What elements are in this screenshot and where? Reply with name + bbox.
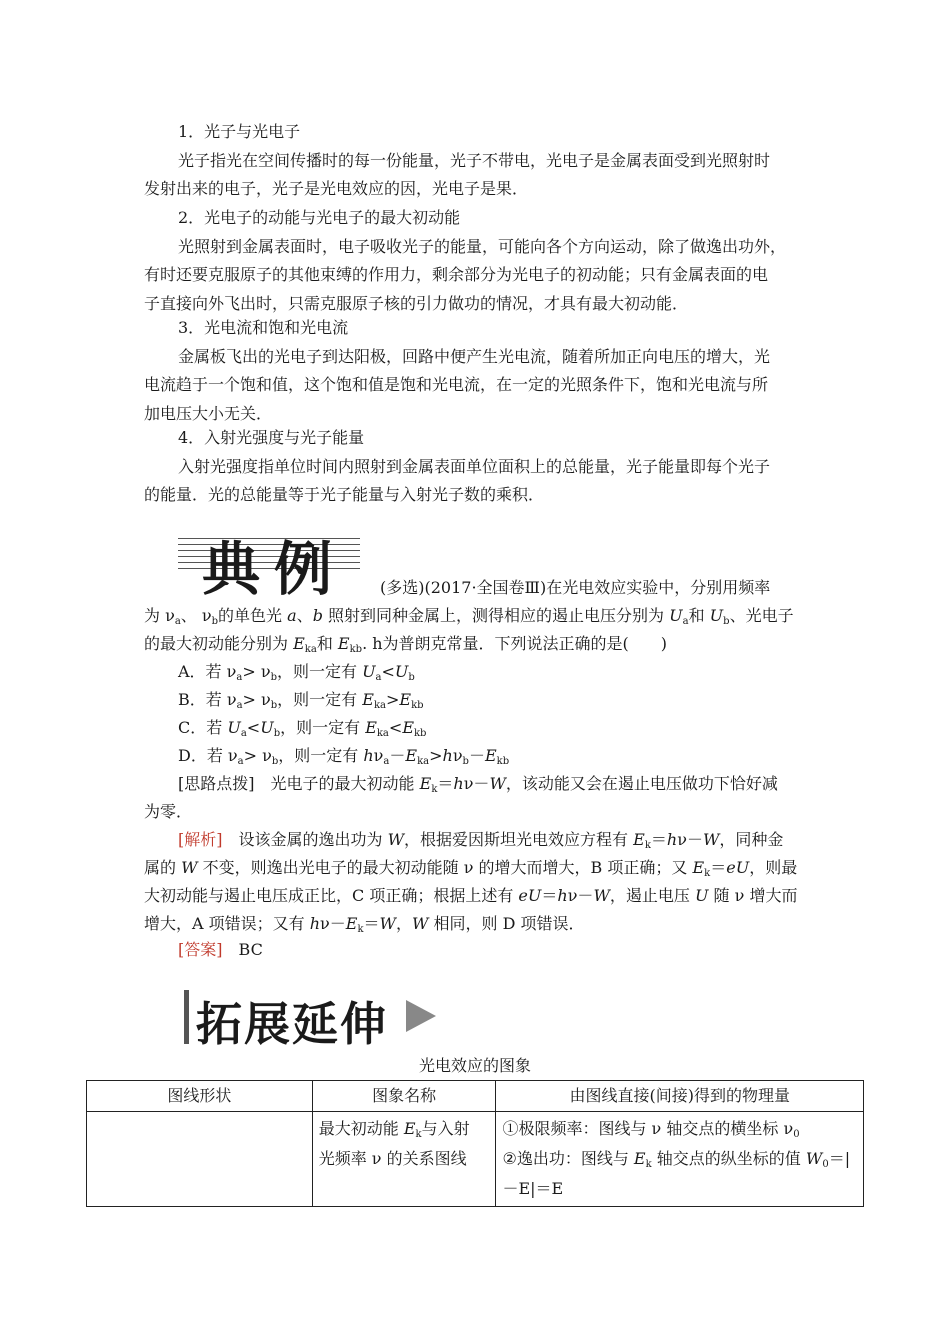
badge-text: 典例 — [202, 535, 347, 603]
table-header-row — [87, 1081, 864, 1112]
analysis-line: 大初动能与遏止电压成正比，C 项正确；根据上述有 eU＝hν－W，遏止电压 U 随 ν 增大而 — [144, 886, 798, 905]
paragraph: 光子指光在空间传播时的每一份能量，光子不带电，光电子是金属表面受到光照射时 — [178, 151, 771, 170]
paragraph: 子直接向外飞出时，只需克服原子核的引力做功的情况，才具有最大初动能． — [144, 294, 689, 313]
option-d[interactable]: D．若 $\nu_a> \nu_b$，则一定有 $h\nu_a-E_{ka}>h\nu_b-E_{kb}$ — [178, 746, 510, 767]
table-title: 光电效应的图象 — [418, 1056, 531, 1075]
tip-tail: 为零． — [144, 802, 193, 821]
paragraph: 有时还要克服原子的其他束缚的作用力，剩余部分为光电子的初动能；只有金属表面的电 — [144, 265, 769, 284]
header-name: 图象名称 — [312, 1081, 496, 1112]
question-line: 为 $\nu_a$、 $\nu_b$的单色光 a、b 照射到同种金属上，测得相应的遏止电压分别为 $U_a$和 $U_b$、光电子 — [144, 606, 794, 627]
heading-photon: 1．光子与光电子 — [178, 122, 301, 141]
tip-line: [思路点拨] 光电子的最大初动能 $E_k=h\nu-W$，该动能又会在遏止电压做功下恰好减 — [178, 774, 778, 795]
analysis-line: 属的 W 不变，则逸出光电子的最大初动能随 ν 的增大而增大，B 项正确；又 $E_k=eU$，则最 — [144, 858, 798, 879]
cell-name: 最大初动能 $E_k$与入射 光频率 ν 的关系图线 — [312, 1112, 496, 1207]
heading-kinetic: 2．光电子的动能与光电子的最大初动能 — [178, 208, 461, 227]
option-a[interactable]: A．若 $\nu_a> \nu_b$，则一定有 $U_a<U_b$ — [178, 662, 415, 683]
answer-value: BC — [238, 940, 263, 959]
example-badge — [178, 526, 360, 603]
analysis-line: 增大，A 项错误；又有 $h\nu-E_k=W$，W 相同，则 D 项错误． — [144, 914, 585, 935]
header-shape: 图线形状 — [87, 1081, 313, 1112]
paragraph: 电流趋于一个饱和值，这个饱和值是饱和光电流，在一定的光照条件下，饱和光电流与所 — [144, 375, 769, 394]
cell-shape — [87, 1112, 313, 1207]
banner-text: 拓展延伸 — [196, 997, 388, 1051]
option-c[interactable]: C．若 $U_a<U_b$，则一定有 $E_{ka}<E_{kb}$ — [178, 718, 427, 739]
heading-current: 3．光电流和饱和光电流 — [178, 318, 349, 337]
paragraph: 加电压大小无关． — [144, 404, 273, 423]
header-quantity: 由图线直接(间接)得到的物理量 — [496, 1081, 864, 1112]
analysis-line: [解析] 设该金属的逸出功为 W，根据爱因斯坦光电效应方程有 $E_k=h\nu-W$，同种金 — [178, 830, 784, 851]
graph-table — [86, 1080, 864, 1207]
paragraph: 光照射到金属表面时，电子吸收光子的能量，可能向各个方向运动，除了做逸出功外， — [178, 237, 787, 256]
paragraph: 的能量．光的总能量等于光子能量与入射光子数的乘积． — [144, 485, 545, 504]
table-row — [87, 1112, 864, 1207]
cell-quantity: ①极限频率：图线与 ν 轴交点的横坐标 $\nu_0$ ②逸出功：图线与 $E_k$ 轴交点的纵坐标的值 $W_0=|$ －E|＝E — [496, 1112, 864, 1207]
play-triangle-icon — [406, 1000, 436, 1032]
tip-text: 光电子的最大初动能 — [270, 774, 415, 793]
paragraph: 入射光强度指单位时间内照射到金属表面单位面积上的总能量，光子能量即每个光子 — [178, 457, 771, 476]
paragraph: 发射出来的电子，光子是光电效应的因，光电子是果． — [144, 179, 529, 198]
analysis-label: [解析] — [178, 830, 223, 849]
heading-intensity: 4．入射光强度与光子能量 — [178, 428, 365, 447]
option-b[interactable]: B．若 $\nu_a> \nu_b$，则一定有 $E_{ka}>E_{kb}$ — [178, 690, 424, 711]
question-end: h为普朗克常量．下列说法正确的是( ) — [372, 634, 668, 653]
paragraph: 金属板飞出的光电子到达阳极，回路中便产生光电流，随着所加正向电压的增大，光 — [178, 347, 771, 366]
answer-label: [答案] — [178, 940, 223, 959]
tip-label: [思路点拨] — [178, 774, 255, 793]
banner-bar — [184, 990, 189, 1044]
answer-line — [178, 940, 263, 960]
question-source: (多选)(2017·全国卷Ⅲ)在光电效应实验中，分别用频率 — [380, 578, 771, 597]
question-line: 的最大初动能分别为 $E_{ka}$和 $E_{kb}$. h为普朗克常量．下列说法正确的是( ) — [144, 634, 668, 655]
tip-text-2: ，该动能又会在遏止电压做功下恰好减 — [505, 774, 778, 793]
